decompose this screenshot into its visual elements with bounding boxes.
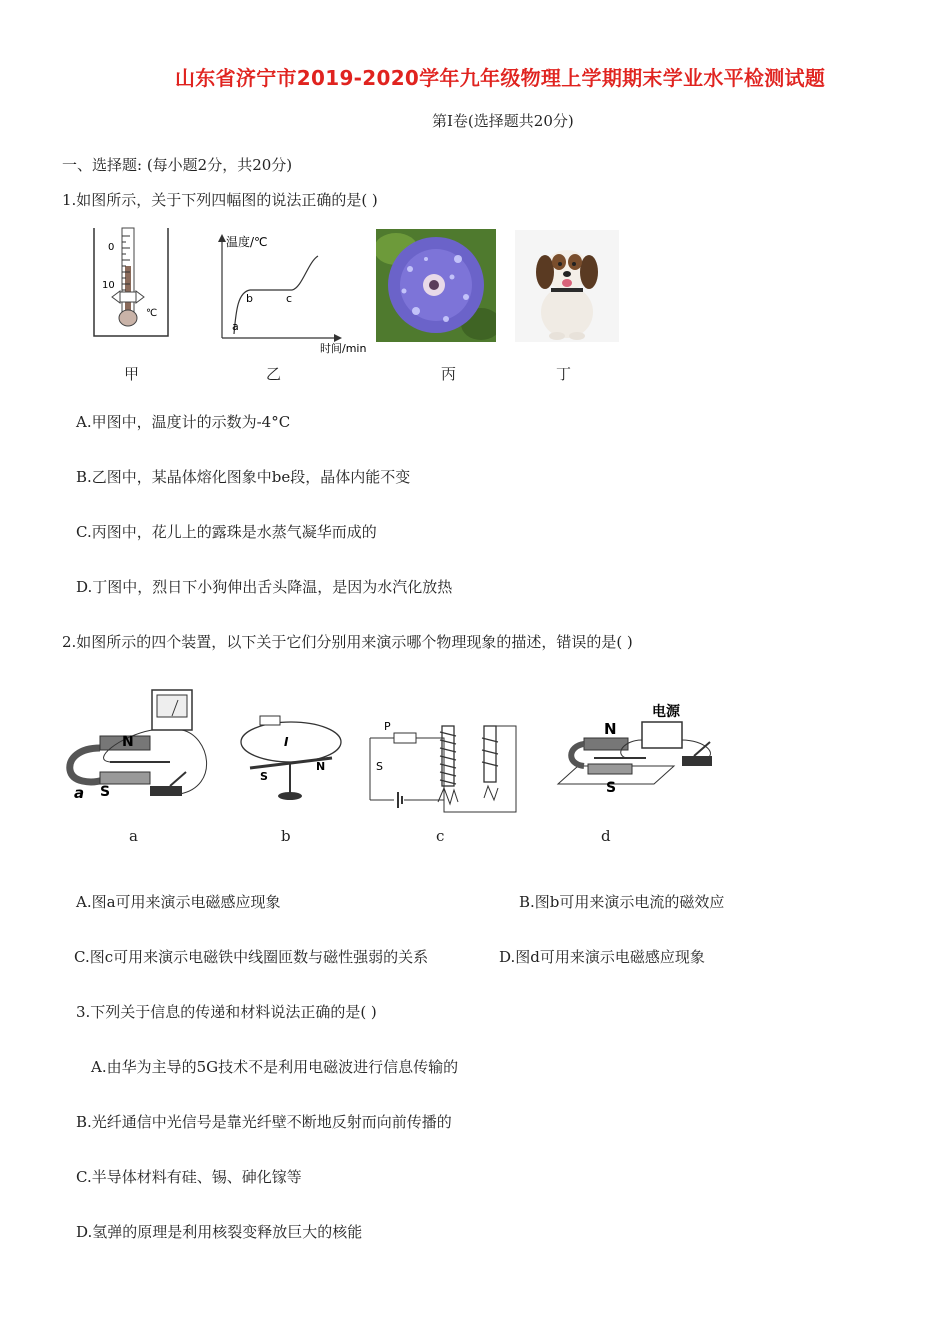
melting-graph-figure [210,230,385,356]
graph-ylabel: 温度/℃ [226,235,268,249]
thermometer-unit-label: ℃ [146,308,158,319]
thermometer-zero-label: 0 [108,242,115,253]
graph-point-a: a [232,320,239,333]
q1-stem: 1.如图所示，关于下列四幅图的说法正确的是( ) [62,191,378,209]
q3-option-a: A.由华为主导的5G技术不是利用电磁波进行信息传输的 [91,1058,459,1076]
q1-option-d: D.丁图中，烈日下小狗伸出舌头降温，是因为水汽化放热 [76,578,453,596]
fig-d-n-label: N [604,720,617,738]
fig-b-i-label: I [284,735,289,749]
q2-caption-a: a [129,827,138,845]
q2-option-b: B.图b可用来演示电流的磁效应 [519,893,725,911]
figure-a-induction [60,686,220,804]
dog-photo [515,230,619,342]
q1-caption-ding: 丁 [556,365,572,383]
figure-b-oersted [236,706,346,806]
graph-xlabel: 时间/min [320,342,367,355]
q2-option-a: A.图a可用来演示电磁感应现象 [76,893,281,911]
fig-c-p-label: P [384,720,391,733]
q1-option-b: B.乙图中，某晶体熔化图象中be段，晶体内能不变 [76,468,411,486]
q2-caption-c: c [436,827,445,845]
q1-option-a: A.甲图中，温度计的示数为-4°C [76,413,291,431]
fig-d-s-label: S [606,780,617,796]
q3-option-c: C.半导体材料有硅、锡、砷化镓等 [76,1168,302,1186]
fig-a-a-label: a [74,784,85,802]
q1-caption-bing: 丙 [441,365,457,383]
q3-option-b: B.光纤通信中光信号是靠光纤壁不断地反射而向前传播的 [76,1113,452,1131]
fig-d-power-label: 电源 [652,704,680,720]
q2-caption-d: d [601,827,611,845]
q1-caption-jia: 甲 [124,365,140,383]
graph-point-b: b [246,292,253,305]
fig-a-n-label: N [122,734,134,750]
q1-caption-yi: 乙 [266,365,282,383]
q1-option-c: C.丙图中，花儿上的露珠是水蒸气凝华而成的 [76,523,377,541]
fig-a-s-label: S [100,784,111,800]
q2-caption-b: b [281,827,291,845]
q3-option-d: D.氢弹的原理是利用核裂变释放巨大的核能 [76,1223,363,1241]
part-title: 第Ⅰ卷(选择题共20分) [432,112,574,130]
thermometer-figure [92,226,172,341]
figure-c-electromagnets [364,718,524,814]
q2-stem: 2.如图所示的四个装置，以下关于它们分别用来演示哪个物理现象的描述，错误的是( ) [62,633,633,651]
flower-dew-photo [376,229,496,342]
figure-d-motor [554,700,724,796]
q3-stem: 3.下列关于信息的传递和材料说法正确的是( ) [76,1003,377,1021]
fig-c-s-label: S [376,760,383,773]
q2-option-c: C.图c可用来演示电磁铁中线圈匝数与磁性强弱的关系 [74,948,429,966]
q2-option-d: D.图d可用来演示电磁感应现象 [499,948,705,966]
fig-b-n-label: N [316,760,326,773]
thermometer-ten-label: 10 [102,280,115,291]
section-heading: 一、选择题: (每小题2分，共20分) [62,156,293,174]
page-title: 山东省济宁市2019-2020学年九年级物理上学期期末学业水平检测试题 [175,66,826,90]
graph-point-c: c [286,292,293,305]
fig-b-s-label: S [260,770,268,783]
